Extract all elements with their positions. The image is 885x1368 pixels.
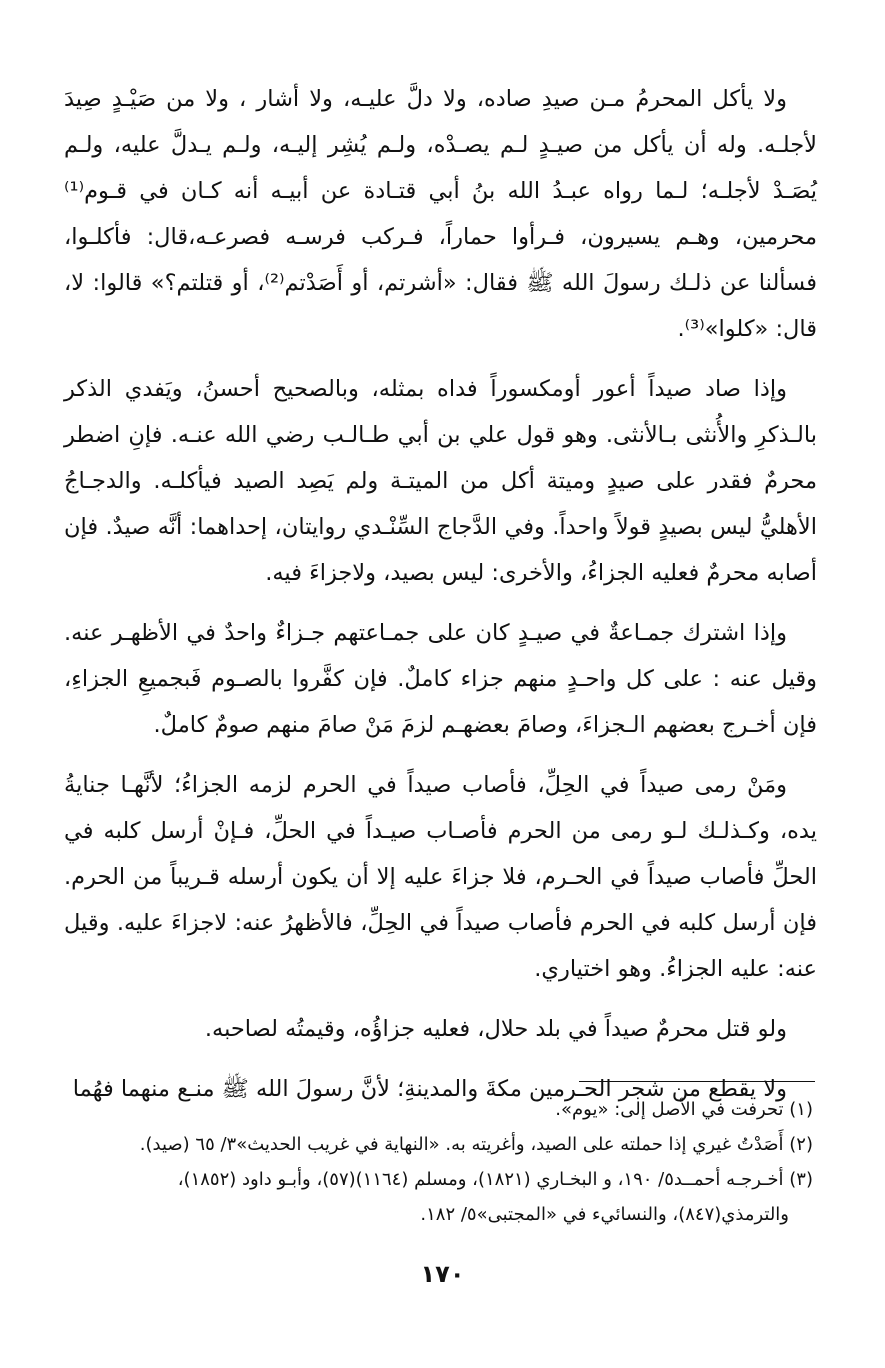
page-number: ١٧٠: [420, 1260, 465, 1288]
paragraph-3: وإذا اشترك جمـاعةٌ في صيـدٍ كان على جمـاعتهم جـزاءٌ واحدٌ في الأظهـر عنه. وقيل عنه : على كل واحـدٍ منهم جزاء كاملٌ. فإن كفَّروا بالصـوم فَبجميعِ الجزاءِ، فإن أخـرج بعضهم الـجزاءَ، وصامَ بعضهـم لزمَ مَنْ صامَ منهم صومٌ كاملٌ.: [64, 620, 817, 738]
footnote-separator: [579, 1081, 815, 1082]
paragraph-4: ومَنْ رمى صيداً في الحِلِّ، فأصاب صيداً في الحرم لزمه الجزاءُ؛ لأنَّهـا جنايةُ يده، وكـذلـك لـو رمى من الحرم فأصـاب صيـداً في الحلِّ، فـإنْ أرسل كلبه في الحلِّ فأصاب صيداً في الحـرم، فلا جزاءَ عليه إلا أن يكون أرسله قـريباً من الحرم. فإن أرسل كلبه في الحرم فأصاب صيداً في الحِلِّ، فالأظهرُ عنه: لاجزاءَ عليه. وقيل عنه: عليه الجزاءُ. وهو اختياري.: [64, 772, 817, 982]
footnote-3-continuation: والترمذي(٨٤٧)، والنسائيء في «المجتبى»٥/ ١٨٢.: [420, 1204, 789, 1225]
paragraph-5: ولو قتل محرمٌ صيداً في بلد حلال، فعليه جزاؤُه، وقيمتُه لصاحبه.: [204, 1016, 787, 1042]
main-text: [64, 76, 817, 1112]
footnotes: [64, 1092, 813, 1232]
paragraph-1: ولا يأكل المحرمُ مـن صيدِ صاده، ولا دلَّ عليـه، ولا أشار ، ولا من صَيْـدٍ صِيدَ لأجلـه. وله أن يأكل من صيـدٍ لـم يصـدْه، ولـم يُشِر إليـه، ولـم يـدلَّ عليه، ولـم يُصَـدْ لأجلـه؛ لـما رواه عبـدُ الله بنُ أبي قتـادة عن أبيـه أنه كـان في قـوم⁽¹⁾ محرمين، وهـم يسيرون، فـرأوا حماراً، فـركب فرسـه فصرعـه،قال: فأكلـوا، فسألنا عن ذلـك رسولَ الله ﷺ فقال: «أشرتم، أو أَصَدْتم⁽²⁾، أو قتلتم؟» قالوا: لا، قال: «كلوا»⁽³⁾.: [64, 86, 817, 342]
paragraph-6: ولا يقطع من شجر الحـرمين مكةَ والمدينةِ؛ لأنَّ رسولَ الله ﷺ منـع منهما فهُما: [72, 1076, 787, 1102]
footnote-2: (٢) أَصَدْتُ غيري إذا حملته على الصيد، وأغريته به. «النهاية في غريب الحديث»٣/ ٦٥ (صيد).: [139, 1134, 813, 1155]
footnote-3: (٣) أخـرجـه أحمــد٥/ ١٩٠، و البخـاري (١٨٢١)، ومسلم (١١٦٤)(٥٧)، وأبـو داود (١٨٥٢)،: [177, 1169, 813, 1190]
footnote-1: (١) تحرفت في الأصل إلى: «يوم».: [555, 1099, 813, 1120]
paragraph-2: وإذا صاد صيداً أعور أومكسوراً فداه بمثله، وبالصحيح أحسنُ، ويَفدي الذكر بالـذكرِ والأُنثى بـالأنثى. وهو قول علي بن أبي طـالـب رضي الله عنـه. فإنِ اضطر محرمٌ فقدر على صيدٍ وميتة أكل من الميتـة ولم يَصِد الصيد فيأكلـه. والدجـاجُ الأهليُّ ليس بصيدٍ قولاً واحداً. وفي الدَّجاج السِّنْـدي روايتان، إحداهما: أنَّه صيدٌ. فإن أصابه محرمٌ فعليه الجزاءُ، والأخرى: ليس بصيد، ولاجزاءَ فيه.: [64, 376, 817, 586]
